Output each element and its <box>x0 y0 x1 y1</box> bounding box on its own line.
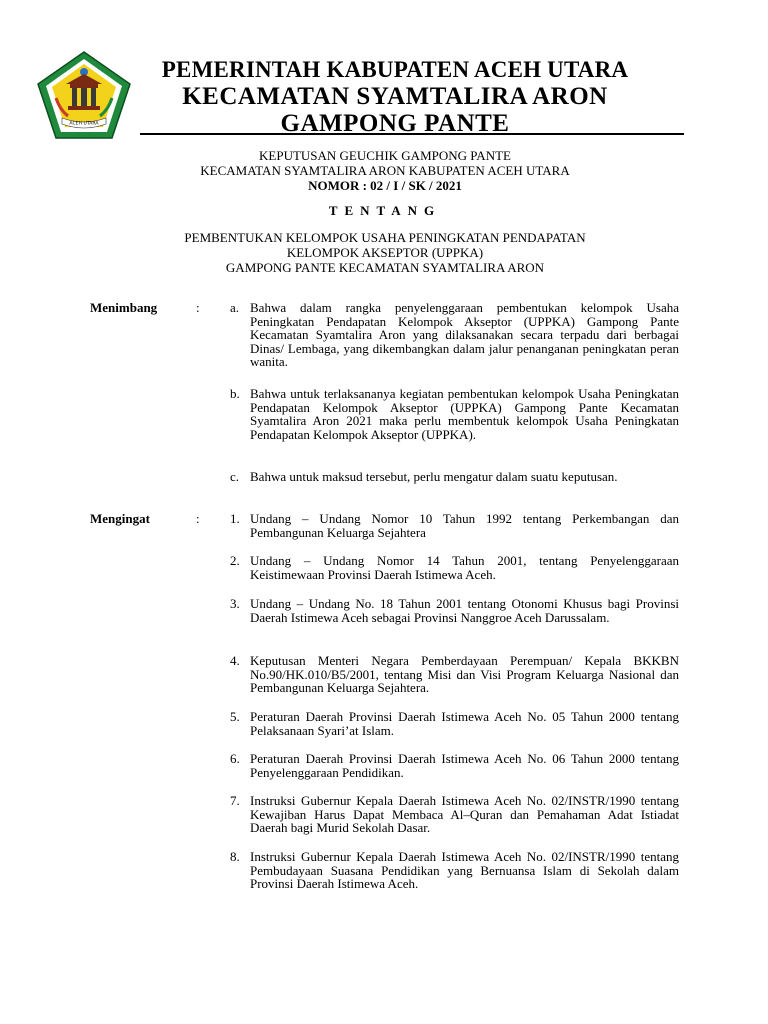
item-marker: 6. <box>230 751 240 766</box>
mengingat-item-5 <box>230 710 679 737</box>
item-marker: b. <box>230 386 240 401</box>
mengingat-label: Mengingat <box>90 511 150 526</box>
mengingat-item-4 <box>230 654 679 695</box>
decree-heading <box>60 148 710 193</box>
item-text: Peraturan Daerah Provinsi Daerah Istimewa Aceh No. 06 Tahun 2000 tentang Penyelenggaraan Pendidikan. <box>250 751 679 780</box>
item-marker: 7. <box>230 793 240 808</box>
mengingat-colon: : <box>196 511 200 526</box>
letterhead-line-1: PEMERINTAH KABUPATEN ACEH UTARA <box>161 57 629 82</box>
item-marker: 5. <box>230 709 240 724</box>
menimbang-item-c <box>230 470 679 484</box>
item-marker: 8. <box>230 849 240 864</box>
tentang-heading: TENTANG <box>328 203 442 218</box>
mengingat-item-3 <box>230 597 679 624</box>
item-marker: 2. <box>230 553 240 568</box>
item-text: Undang – Undang No. 18 Tahun 2001 tentang Otonomi Khusus bagi Provinsi Daerah Istimewa Aceh sebagai Provinsi Nanggroe Aceh Darussalam. <box>250 596 679 625</box>
decree-title-1: KEPUTUSAN GEUCHIK GAMPONG PANTE <box>259 148 511 163</box>
item-text: Instruksi Gubernur Kepala Daerah Istimewa Aceh No. 02/INSTR/1990 tentang Pembudayaan Suasana Pendidikan yang Bernuansa Islam di Sekolah dalam Provinsi Daerah Istimewa Aceh. <box>250 849 679 891</box>
item-text: Keputusan Menteri Negara Pemberdayaan Perempuan/ Kepala BKKBN No.90/HK.010/B5/2001, tentang Misi dan Visi Program Keluarga Nasional dan Pembangunan Keluarga Sejahtera. <box>250 653 679 695</box>
mengingat-item-1 <box>230 512 679 539</box>
subject-line-1: PEMBENTUKAN KELOMPOK USAHA PENINGKATAN PENDAPATAN <box>184 230 586 245</box>
item-marker: 3. <box>230 596 240 611</box>
mengingat-item-2 <box>230 554 679 581</box>
letterhead-line-3: GAMPONG PANTE <box>280 110 510 137</box>
item-text: Instruksi Gubernur Kepala Daerah Istimewa Aceh No. 02/INSTR/1990 tentang Kewajiban Harus Dapat Membaca Al–Quran dan Pemahaman Adat Istiadat Daerah bagi Murid Sekolah Dasar. <box>250 793 679 835</box>
decree-title-2: KECAMATAN SYAMTALIRA ARON KABUPATEN ACEH UTARA <box>200 163 570 178</box>
mengingat-item-6 <box>230 752 679 779</box>
letterhead-divider <box>140 133 684 135</box>
item-marker: 1. <box>230 511 240 526</box>
item-text: Bahwa dalam rangka penyelenggaraan pembentukan kelompok Usaha Peningkatan Pendapatan Kelompok Akseptor (UPPKA) Gampong Pante Kecamatan Syamtalira Aron yang dilaksanakan secara terpadu dari berbagai Dinas/ Lembaga, yang dikembangkan dalam jalur penanganan peningkatan peran wanita. <box>250 300 679 369</box>
subject-line-3: GAMPONG PANTE KECAMATAN SYAMTALIRA ARON <box>225 260 545 275</box>
menimbang-item-a <box>230 301 679 369</box>
subject-line-2: KELOMPOK AKSEPTOR (UPPKA) <box>286 245 484 260</box>
decree-number: NOMOR : 02 / I / SK / 2021 <box>308 178 462 193</box>
menimbang-item-b <box>230 387 679 441</box>
item-text: Undang – Undang Nomor 14 Tahun 2001, tentang Penyelenggaraan Keistimewaan Provinsi Daerah Istimewa Aceh. <box>250 553 679 582</box>
item-text: Peraturan Daerah Provinsi Daerah Istimewa Aceh No. 05 Tahun 2000 tentang Pelaksanaan Syari’at Islam. <box>250 709 679 738</box>
item-text: Bahwa untuk maksud tersebut, perlu mengatur dalam suatu keputusan. <box>250 469 618 484</box>
item-marker: 4. <box>230 653 240 668</box>
item-marker: a. <box>230 300 240 315</box>
letterhead <box>130 56 660 137</box>
aceh-utara-emblem-logo <box>36 50 132 140</box>
decree-subject <box>60 230 710 275</box>
item-text: Bahwa untuk terlaksananya kegiatan pembentukan kelompok Usaha Peningkatan Pendapatan Kelompok Akseptor (UPPKA) Gampong Pante Kecamatan Syamtalira Aron 2021 maka perlu membentuk kelompok Usaha Peningkatan Pendapatan Kelompok Akseptor (UPPKA). <box>250 386 679 442</box>
mengingat-item-7 <box>230 794 679 835</box>
menimbang-colon: : <box>196 300 200 315</box>
mengingat-item-8 <box>230 850 679 891</box>
item-marker: c. <box>230 469 240 484</box>
menimbang-label: Menimbang <box>90 300 158 315</box>
letterhead-line-2: KECAMATAN SYAMTALIRA ARON <box>182 83 608 110</box>
item-text: Undang – Undang Nomor 10 Tahun 1992 tentang Perkembangan dan Pembangunan Keluarga Sejahtera <box>250 511 679 540</box>
svg-text:ACEH UTARA: ACEH UTARA <box>69 121 99 127</box>
